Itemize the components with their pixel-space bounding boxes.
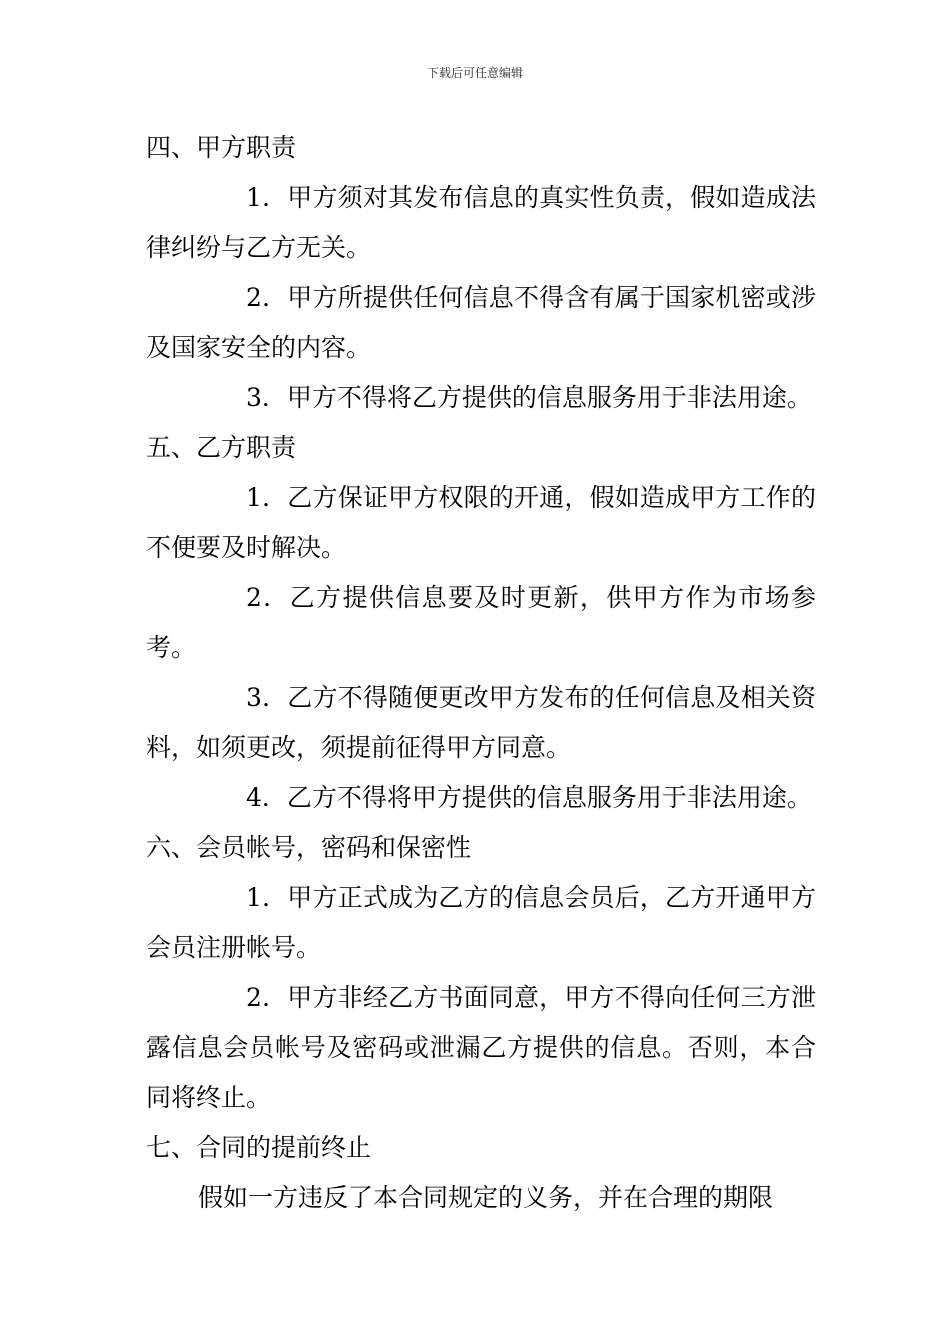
clause-5-1: 1．乙方保证甲方权限的开通，假如造成甲方工作的不便要及时解决。 [146, 483, 816, 562]
document-body [146, 123, 816, 1223]
section-heading-5: 五、乙方职责 [146, 433, 297, 462]
clause-5-2: 2．乙方提供信息要及时更新，供甲方作为市场参考。 [146, 583, 816, 662]
section-heading-4: 四、甲方职责 [146, 133, 297, 162]
paragraph-7: 假如一方违反了本合同规定的义务，并在合理的期限 [198, 1183, 774, 1212]
section-heading-6: 六、会员帐号，密码和保密性 [146, 833, 472, 862]
section-heading-7: 七、合同的提前终止 [146, 1133, 372, 1162]
clause-6-2: 2．甲方非经乙方书面同意，甲方不得向任何三方泄露信息会员帐号及密码或泄漏乙方提供的信息。否则，本合同将终止。 [146, 983, 816, 1112]
clause-5-3: 3．乙方不得随便更改甲方发布的任何信息及相关资料，如须更改，须提前征得甲方同意。 [146, 683, 816, 762]
clause-5-4: 4．乙方不得将甲方提供的信息服务用于非法用途。 [246, 783, 812, 812]
page-header-note: 下载后可任意编辑 [426, 66, 523, 80]
clause-4-3: 3．甲方不得将乙方提供的信息服务用于非法用途。 [246, 383, 812, 412]
clause-4-2: 2．甲方所提供任何信息不得含有属于国家机密或涉及国家安全的内容。 [146, 283, 816, 362]
clause-6-1: 1．甲方正式成为乙方的信息会员后，乙方开通甲方会员注册帐号。 [146, 883, 816, 962]
clause-4-1: 1．甲方须对其发布信息的真实性负责，假如造成法律纠纷与乙方无关。 [146, 183, 816, 262]
